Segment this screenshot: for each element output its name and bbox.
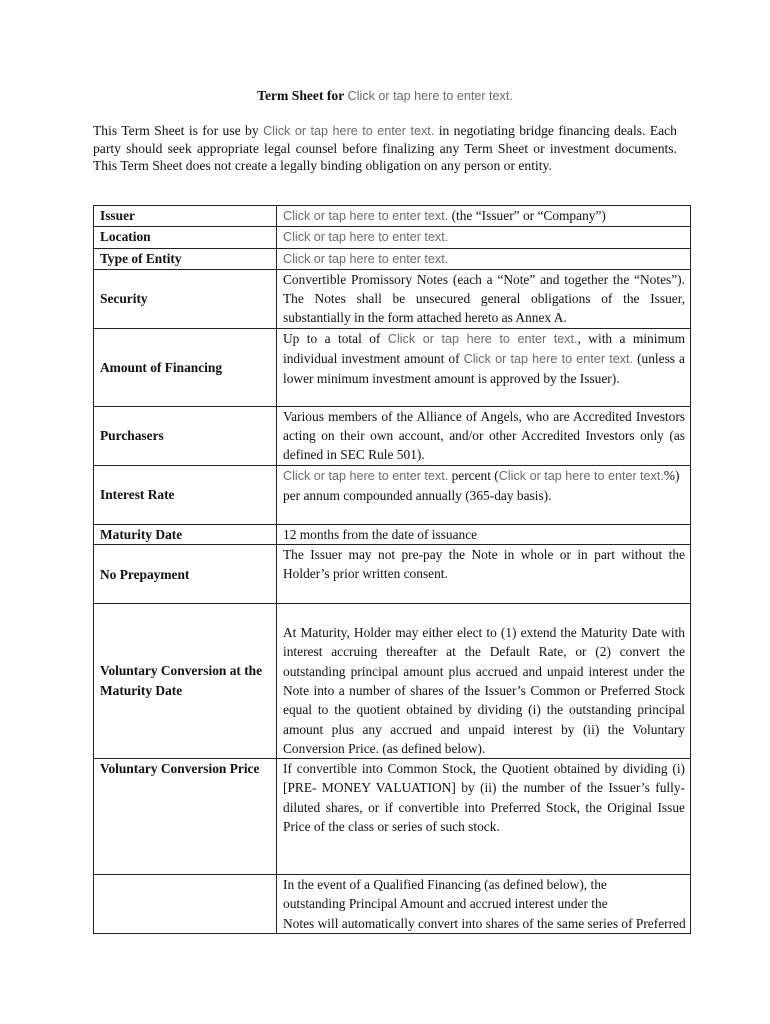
table-row-entity: [94, 248, 691, 269]
table-row-voluntary-conversion-maturity: [94, 604, 691, 759]
row-label: Interest Rate: [94, 465, 277, 524]
intro-placeholder-field[interactable]: Click or tap here to enter text.: [263, 124, 435, 138]
row-value: Various members of the Alliance of Angels, who are Accredited Investors acting on their own account, and/or other Accredited Investors only (as defined in SEC Rule 501).: [277, 406, 691, 465]
row-value: 12 months from the date of issuance: [277, 524, 691, 544]
row-label: Purchasers: [94, 406, 277, 465]
table-row-purchasers: [94, 406, 691, 465]
table-row-maturity: [94, 524, 691, 544]
row-value: Click or tap here to enter text. percent (Click or tap here to enter text.%) per annum compounded annually (365-day basis).: [277, 465, 691, 524]
table-row-interest: [94, 465, 691, 524]
row-label: Type of Entity: [94, 248, 277, 269]
row-label: [94, 875, 277, 934]
row-value: If convertible into Common Stock, the Quotient obtained by dividing (i) [PRE- MONEY VALUATION] by (ii) the number of the Issuer’s fully-diluted shares, or if convertible into Preferred Stock, the Original Issue Price of the class or series of such stock.: [277, 759, 691, 875]
table-row-issuer: [94, 206, 691, 227]
row-value: Click or tap here to enter text. (the “Issuer” or “Company”): [277, 206, 691, 227]
row-value: In the event of a Qualified Financing (as defined below), the outstanding Principal Amount and accrued interest under the Notes will automatically convert into shares of the same series of Preferred: [277, 875, 691, 934]
row-value: Convertible Promissory Notes (each a “Note” and together the “Notes”). The Notes shall be unsecured general obligations of the Issuer, substantially in the form attached hereto as Annex A.: [277, 269, 691, 328]
row-label: Amount of Financing: [94, 328, 277, 406]
entity-placeholder-field[interactable]: Click or tap here to enter text.: [283, 251, 449, 266]
row-value: Up to a total of Click or tap here to enter text., with a minimum individual investment amount of Click or tap here to enter text. (unless a lower minimum investment amount is approved by the Issuer).: [277, 328, 691, 406]
intro-paragraph: This Term Sheet is for use by Click or tap here to enter text. in negotiating bridge financing deals. Each party should seek appropriate legal counsel before finalizing any Term Sheet or investment documents. This Term Sheet does not create a legally binding obligation on any person or entity.: [93, 123, 677, 173]
row-value: [277, 248, 691, 269]
row-value: The Issuer may not pre-pay the Note in whole or in part without the Holder’s prior written consent.: [277, 545, 691, 604]
total-amount-placeholder-field[interactable]: Click or tap here to enter text.: [387, 331, 578, 346]
minimum-investment-placeholder-field[interactable]: Click or tap here to enter text.: [463, 352, 633, 367]
table-row-amount: [94, 328, 691, 406]
title-placeholder-field[interactable]: Click or tap here to enter text.: [347, 89, 513, 103]
row-label: Issuer: [94, 206, 277, 227]
location-placeholder-field[interactable]: Click or tap here to enter text.: [283, 230, 449, 245]
table-row-voluntary-conversion-price: [94, 759, 691, 875]
row-label: Location: [94, 227, 277, 248]
page-title: Term Sheet for Click or tap here to enter text.: [257, 88, 513, 103]
row-label: Maturity Date: [94, 524, 277, 544]
term-sheet-table: [93, 205, 691, 934]
table-row-security: [94, 269, 691, 328]
table-row-prepayment: [94, 545, 691, 604]
row-label: Voluntary Conversion Price: [94, 759, 277, 875]
issuer-placeholder-field[interactable]: Click or tap here to enter text.: [283, 209, 449, 223]
row-label: No Prepayment: [94, 545, 277, 604]
row-label: Security: [94, 269, 277, 328]
table-row-location: [94, 227, 691, 248]
row-label: Voluntary Conversion at the Maturity Date: [94, 604, 277, 759]
row-value: [277, 227, 691, 248]
interest-rate-words-placeholder-field[interactable]: Click or tap here to enter: [498, 468, 637, 483]
interest-rate-placeholder-field[interactable]: Click or tap here to enter text.: [283, 468, 449, 483]
interest-rate-words-placeholder-field-cont[interactable]: text.: [640, 468, 664, 483]
row-value: At Maturity, Holder may either elect to (1) extend the Maturity Date with interest accruing thereafter at the Default Rate, or (2) convert the outstanding principal amount plus accrued and unpaid interest under the Note into a number of shares of the Issuer’s Common or Preferred Stock equal to the quotient obtained by dividing (i) the outstanding principal amount plus any accrued and unpaid interest by (ii) the Voluntary Conversion Price. (as defined below).: [277, 604, 691, 759]
table-row-qualified-financing: [94, 875, 691, 934]
